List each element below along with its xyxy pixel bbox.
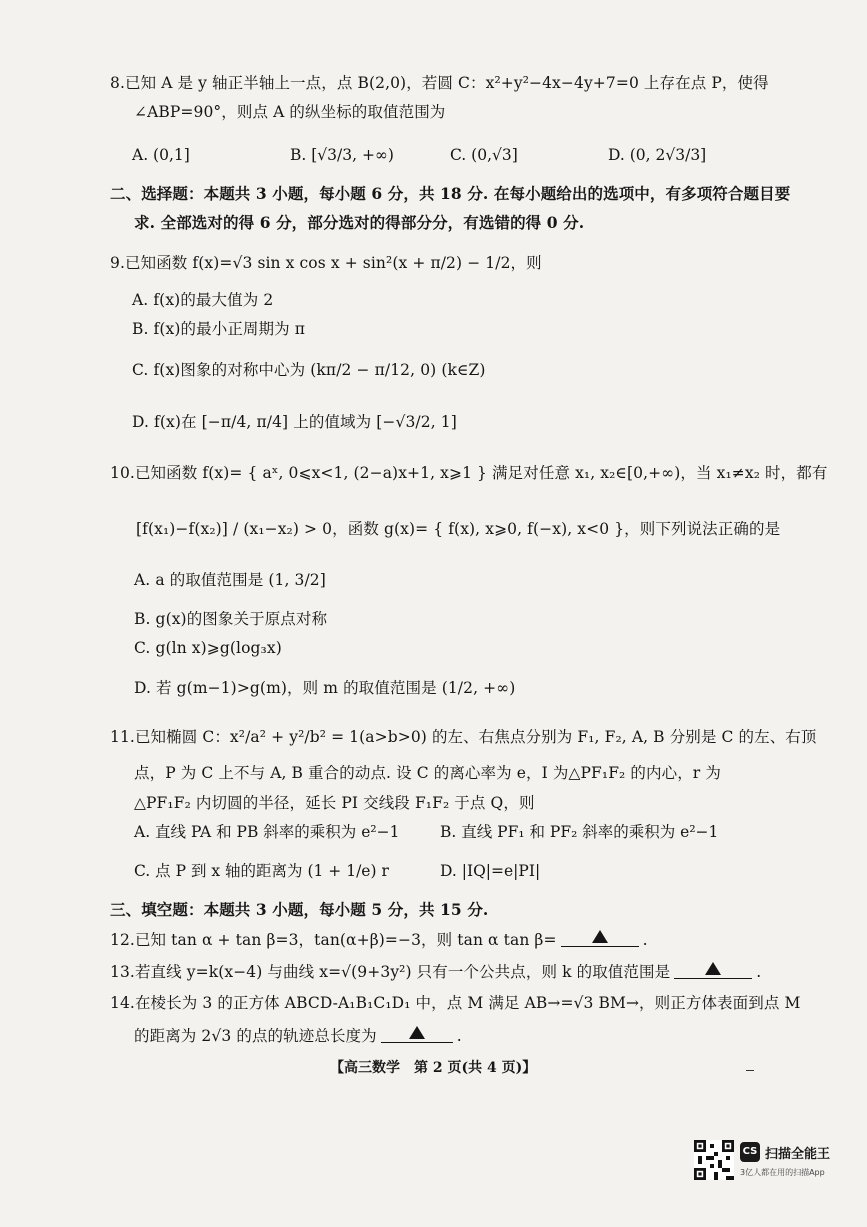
q14-line1: 14.在棱长为 3 的正方体 ABCD-A₁B₁C₁D₁ 中，点 M 满足 AB→=√3 BM→，则正方体表面到点 M	[110, 994, 801, 1012]
q8-option-c: C. (0,√3]	[450, 146, 518, 164]
q9-stem: 9.已知函数 f(x)=√3 sin x cos x + sin²(x + π/2) − 1/2，则	[110, 254, 542, 272]
q8-option-b: B. [√3/3, +∞)	[290, 146, 394, 164]
q10-line2: [f(x₁)−f(x₂)] / (x₁−x₂) > 0，函数 g(x)= { f(x), x⩾0, f(−x), x<0 }，则下列说法正确的是	[136, 520, 781, 538]
q10-option-a: A. a 的取值范围是 (1, 3/2]	[134, 571, 326, 589]
q12-answer-blank	[561, 928, 639, 947]
page-footer: 【高三数学 第 2 页(共 4 页)】	[330, 1060, 537, 1076]
footer-dash	[746, 1070, 754, 1071]
q14-period: .	[456, 1027, 462, 1045]
q11-line1: 11.已知椭圆 C：x²/a² + y²/b² = 1(a>b>0) 的左、右焦点分别为 F₁, F₂, A, B 分别是 C 的左、右顶	[110, 728, 817, 746]
q14-text: 的距离为 2√3 的点的轨迹总长度为	[134, 1027, 377, 1045]
q11-line3: △PF₁F₂ 内切圆的半径，延长 PI 交线段 F₁F₂ 于点 Q，则	[134, 794, 535, 812]
qr-code-icon	[694, 1140, 734, 1180]
section2-line2: 求. 全部选对的得 6 分，部分选对的得部分分，有选错的得 0 分.	[134, 213, 585, 232]
q14-line2	[134, 1024, 462, 1047]
q11-line2: 点，P 为 C 上不与 A, B 重合的动点. 设 C 的离心率为 e，I 为△PF₁F₂ 的内心，r 为	[134, 764, 721, 782]
q14-answer-blank	[381, 1024, 453, 1043]
triangle-icon	[705, 962, 721, 975]
q8-option-a: A. (0,1]	[132, 146, 190, 164]
q9-option-d: D. f(x)在 [−π/4, π/4] 上的值域为 [−√3/2, 1]	[132, 413, 457, 431]
q12-text: 12.已知 tan α + tan β=3，tan(α+β)=−3，则 tan α tan β=	[110, 931, 557, 949]
q8-option-d: D. (0, 2√3/3]	[608, 146, 707, 164]
q13-line	[110, 960, 761, 983]
q13-period: .	[756, 963, 762, 981]
q11-option-b: B. 直线 PF₁ 和 PF₂ 斜率的乘积为 e²−1	[440, 823, 719, 841]
cs-logo-icon: CS	[740, 1142, 760, 1162]
q8-line1: 8.已知 A 是 y 轴正半轴上一点，点 B(2,0)，若圆 C：x²+y²−4x−4y+7=0 上存在点 P，使得	[110, 74, 769, 92]
q10-line1: 10.已知函数 f(x)= { aˣ, 0⩽x<1, (2−a)x+1, x⩾1 } 满足对任意 x₁, x₂∈[0,+∞)，当 x₁≠x₂ 时，都有	[110, 464, 828, 482]
q12-period: .	[642, 931, 648, 949]
q9-option-c: C. f(x)图象的对称中心为 (kπ/2 − π/12, 0) (k∈Z)	[132, 361, 486, 379]
watermark-app-name: 扫描全能王	[765, 1147, 831, 1162]
q11-option-a: A. 直线 PA 和 PB 斜率的乘积为 e²−1	[134, 823, 400, 841]
section2-line1: 二、选择题：本题共 3 小题，每小题 6 分，共 18 分. 在每小题给出的选项中，有多项符合题目要	[110, 184, 791, 203]
watermark-tagline: 3亿人都在用的扫描App	[740, 1168, 825, 1177]
section3-title: 三、填空题：本题共 3 小题，每小题 5 分，共 15 分.	[110, 900, 489, 919]
q9-option-a: A. f(x)的最大值为 2	[132, 291, 274, 309]
q10-option-d: D. 若 g(m−1)>g(m)，则 m 的取值范围是 (1/2, +∞)	[134, 679, 516, 697]
q13-answer-blank	[674, 960, 752, 979]
triangle-icon	[592, 930, 608, 943]
q9-option-b: B. f(x)的最小正周期为 π	[132, 320, 306, 338]
q10-option-b: B. g(x)的图象关于原点对称	[134, 610, 328, 628]
triangle-icon	[409, 1026, 425, 1039]
q11-option-c: C. 点 P 到 x 轴的距离为 (1 + 1/e) r	[134, 862, 389, 880]
q11-option-d: D. |IQ|=e|PI|	[440, 862, 541, 880]
q10-option-c: C. g(ln x)⩾g(log₃x)	[134, 639, 282, 657]
q12-line	[110, 928, 648, 951]
q8-line2: ∠ABP=90°，则点 A 的纵坐标的取值范围为	[134, 103, 446, 121]
q13-text: 13.若直线 y=k(x−4) 与曲线 x=√(9+3y²) 只有一个公共点，则 k 的取值范围是	[110, 963, 671, 981]
